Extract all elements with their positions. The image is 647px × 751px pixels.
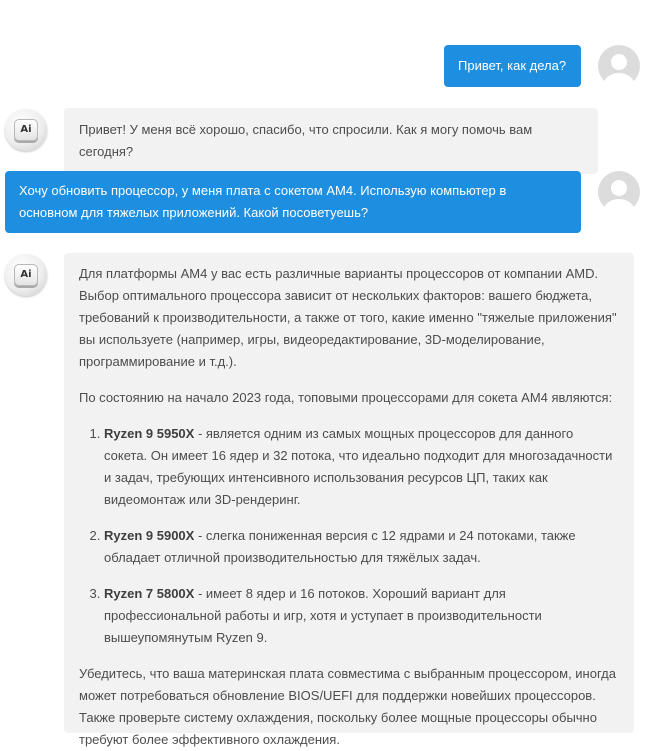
user-avatar-icon — [598, 45, 640, 87]
user-avatar-icon — [598, 171, 640, 213]
processor-description: - имеет 8 ядер и 16 потоков. Хороший вариант для профессиональной работы и игр, хотя и уступает в производительности вышеупомянутым Ryzen 9. — [104, 586, 542, 645]
ai-avatar-icon — [5, 254, 47, 296]
processor-description: - слегка пониженная версия с 12 ядрами и 24 потоками, также обладает отличной производительностью для тяжёлых задач. — [104, 528, 576, 565]
assistant-intro-paragraph: Для платформы AM4 у вас есть различные варианты процессоров от компании AMD. Выбор оптимального процессора зависит от нескольких факторов: вашего бюджета, требований к производительности, а также от того, какие именно "тяжелые приложения" вы используете (например, игры, видеоредактирование, 3D-моделирование, программирование и т.д.). — [79, 266, 617, 369]
assistant-outro-paragraph: Убедитесь, что ваша материнская плата совместима с выбранным процессором, иногда может потребоваться обновление BIOS/UEFI для поддержки новейших процессоров. Также проверьте систему охлаждения, поскольку более мощные процессоры обычно требуют более эффективного охлаждения. — [79, 666, 616, 747]
assistant-message — [64, 108, 598, 174]
ai-avatar-icon — [5, 109, 47, 151]
user-message-text: Хочу обновить процессор, у меня плата с сокетом AM4. Использую компьютер в основном для тяжелых приложений. Какой посоветуешь? — [19, 183, 507, 220]
ai-avatar-label: Ai — [14, 119, 38, 141]
processor-list-item — [104, 525, 619, 569]
processor-name: Ryzen 9 5950X — [104, 426, 195, 441]
processor-list-item — [104, 583, 619, 649]
assistant-lead-paragraph: По состоянию на начало 2023 года, топовыми процессорами для сокета AM4 являются: — [79, 390, 613, 405]
processor-list — [79, 423, 619, 649]
processor-description: - является одним из самых мощных процессоров для данного сокета. Он имеет 16 ядер и 32 потока, что идеально подходит для многозадачности и задач, требующих интенсивного использования ресурсов ЦП, таких как видеомонтаж или 3D-рендеринг. — [104, 426, 613, 507]
ai-avatar-label: Ai — [14, 264, 38, 286]
assistant-message — [64, 253, 634, 747]
user-message-text: Привет, как дела? — [458, 58, 567, 73]
user-message — [444, 45, 581, 87]
user-message — [5, 171, 581, 233]
processor-name: Ryzen 7 5800X — [104, 586, 195, 601]
processor-name: Ryzen 9 5900X — [104, 528, 195, 543]
processor-list-item — [104, 423, 619, 511]
assistant-message-text: Привет! У меня всё хорошо, спасибо, что спросили. Как я могу помочь вам сегодня? — [79, 122, 533, 159]
